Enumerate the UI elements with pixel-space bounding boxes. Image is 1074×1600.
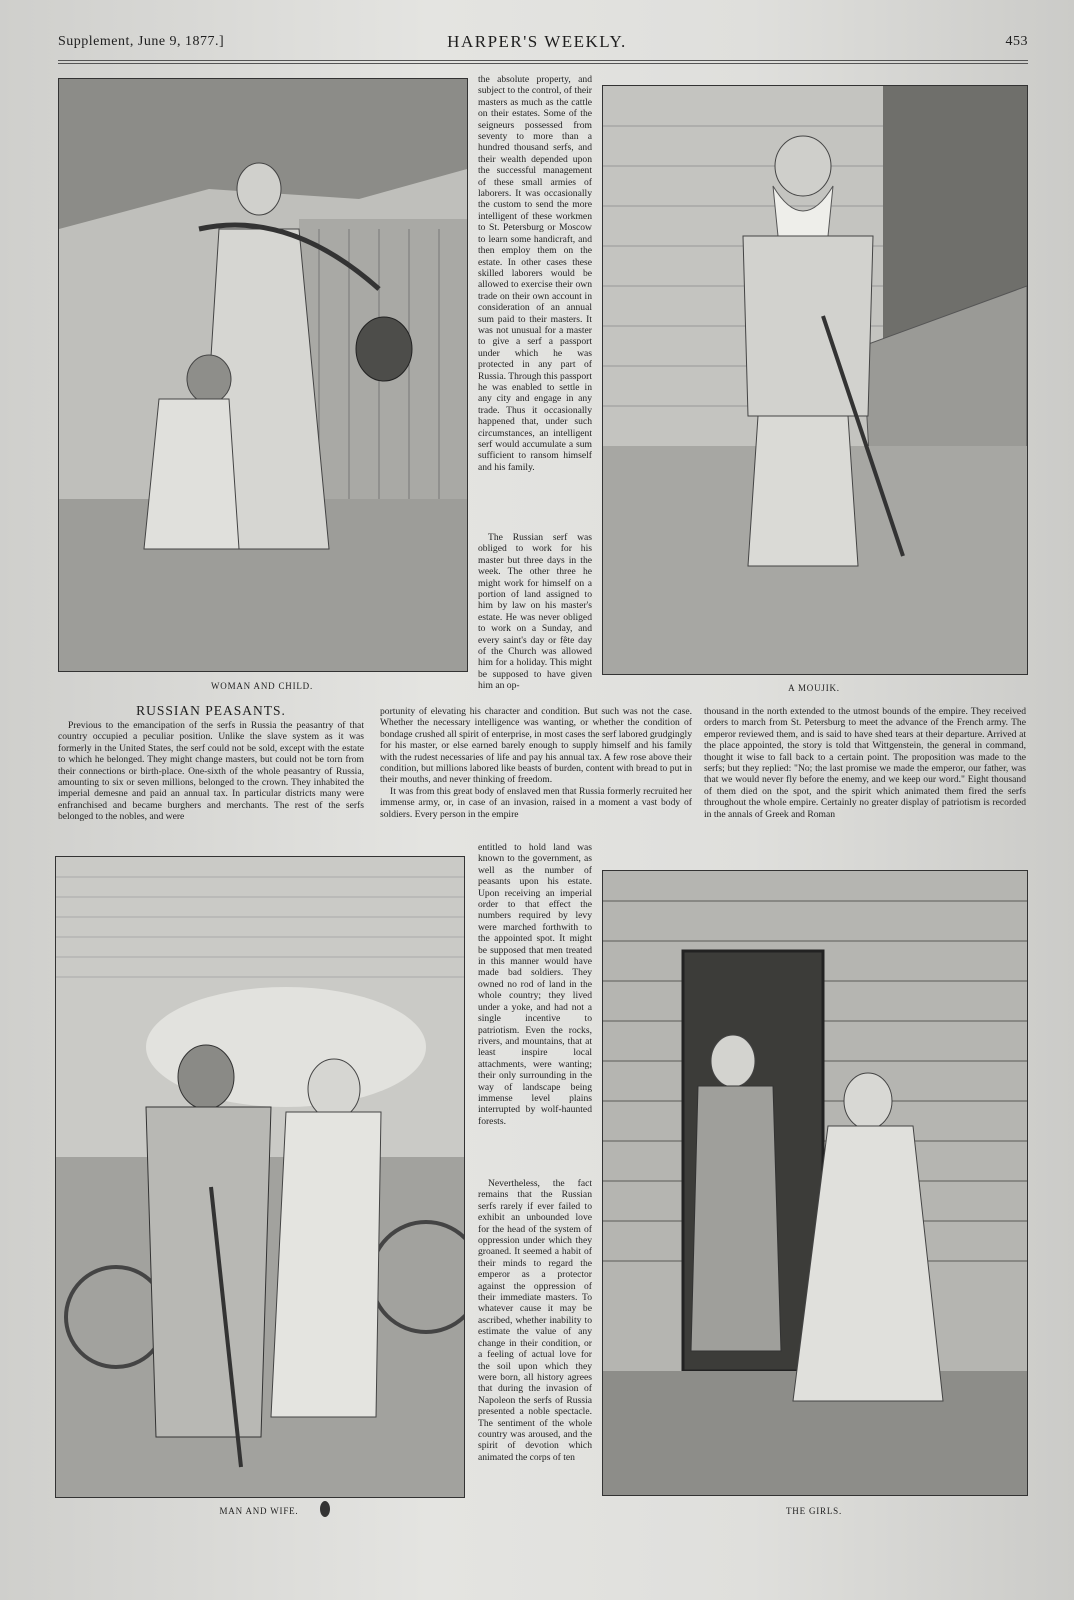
paragraph: entitled to hold land was known to the government, as well as the number of peasants upon his estate. Upon receiving an imperial order to that effect the numbers required by levy were marched forthwith to the appointed spot. It might be supposed that men treated in this manner would have made bad soldiers. They owned no rod of land in the whole country; they lived under a yoke, and had not a single incentive to patriotism. Even the rocks, rivers, and mountains, that at least inspire local attachments, were wanting; their only surrounding in the way of landscape being immense level plains interrupted by wolf-haunted forests. <box>478 842 592 1127</box>
paragraph: Nevertheless, the fact remains that the Russian serfs rarely if ever failed to exhibit an unbounded love for the head of the system of oppression under which they groaned. It seemed a habit of their minds to regard the emperor as a protector against the oppression of their immediate masters. To whatever cause it may be ascribed, whether inability to estimate the value of any change in their condition, or a feeling of actual love for the soil upon which they were born, all history agrees that during the invasion of Napoleon the serfs of Russia presented a noble spectacle. The sentiment of the whole country was aroused, and the spirit of devotion which animated the corps of ten <box>478 1178 592 1463</box>
illustration-woman-and-child <box>58 78 468 672</box>
header-rule-double <box>58 63 1028 64</box>
page-number: 453 <box>1005 34 1028 49</box>
caption-moujik: A MOUJIK. <box>788 683 840 693</box>
article-column-3 <box>704 706 1026 842</box>
paragraph: Previous to the emancipation of the serfs in Russia the peasantry of that country occupied a peculiar position. Unlike the slave system as it was formerly in the United States, the serf could not be sold, except with the estate to which he belonged. They might change masters, but could not be torn from their connections or birth-place. One-sixth of the whole peasantry of Russia, amounting to six or seven millions, belonged to the crown. They inhabited the imperial demesne and paid an annual tax. In particular districts many were enfranchised and became burghers and merchants. The rest of the serfs belonged to the nobles, and were <box>58 720 364 823</box>
article-column-narrow-bottom <box>478 842 592 1178</box>
caption-man-and-wife: MAN AND WIFE. <box>219 1506 299 1516</box>
article-column-narrow-top <box>478 74 592 532</box>
paragraph: The Russian serf was obliged to work for his master but three days in the week. The other three he might work for himself on a portion of land assigned to him by law on his master's estate. He was never obliged to work on a Sunday, and every saint's day or fête day of the Church was allowed him for a holiday. This might be supposed to have given him an op- <box>478 532 592 692</box>
caption-woman-and-child: WOMAN AND CHILD. <box>210 681 314 691</box>
article-column-narrow-bottom-cont <box>478 1178 592 1564</box>
paragraph: thousand in the north extended to the utmost bounds of the empire. They received orders to march from St. Petersburg to meet the advance of the French army. The emperor reviewed them, and is said to have shed tears at their departure. Arrived at the place appointed, the story is told that Wittgenstein, the general in command, thought it wise to fall back to a certain point. The proposition was made to the serfs; but they replied: "No; the last promise we made the emperor, our father, was that we would never fly before the enemy, and we keep our word." Eight thousand of them died on the spot, and the spirit which animated them fired the serfs throughout the whole empire. Certainly no greater display of patriotism is recorded in the annals of Greek and Roman <box>704 706 1026 820</box>
paragraph: It was from this great body of enslaved men that Russia formerly recruited her immense army, or, in case of an invasion, raised in a moment a vast body of soldiers. Every person in the empire <box>380 785 692 820</box>
ornament-icon <box>318 1500 332 1518</box>
illustration-man-and-wife <box>55 856 465 1498</box>
caption-the-girls: THE GIRLS. <box>786 1506 842 1516</box>
article-title: RUSSIAN PEASANTS. <box>136 703 286 718</box>
header-rule <box>58 60 1028 61</box>
paragraph: portunity of elevating his character and condition. But such was not the case. Whether the necessary intelligence was wanting, or whether the condition of bondage crushed all spirit of enterprise, in most cases the serf labored grudgingly for his master, or else earned barely enough to supply himself and his family with the rudest necessaries of life and pay his annual tax. A few rose above their condition, but millions labored like beasts of burden, content with bread to put in their mouths, and never thinking of freedom. <box>380 706 692 786</box>
illustration-moujik <box>602 85 1028 675</box>
illustration-the-girls <box>602 870 1028 1496</box>
header-date: Supplement, June 9, 1877.] <box>58 34 225 49</box>
masthead-title: HARPER'S WEEKLY. <box>447 32 627 51</box>
article-column-narrow-top-cont <box>478 532 592 706</box>
article-column-2 <box>380 706 692 838</box>
article-column-1 <box>58 720 364 842</box>
paragraph: the absolute property, and subject to the control, of their masters as much as the cattle on their estates. Some of the seigneurs possessed from seventy to more than a hundred thousand serfs, and their wealth depended upon the successful management of these small armies of laborers. It was occasionally the custom to send the more intelligent of these workmen to St. Petersburg or Moscow to learn some handicraft, and then employ them on the estate. In other cases these skilled laborers would be allowed to exercise their own trade on their own account in consideration of an annual sum paid to their masters. It was not unusual for a master to give a serf a passport under which he was protected in any part of Russia. Through this passport he was enabled to settle in any city and engage in any trade. Thus it occasionally happened that, under such circumstances, an intelligent serf would accumulate a sum sufficient to ransom himself and his family. <box>478 74 592 473</box>
